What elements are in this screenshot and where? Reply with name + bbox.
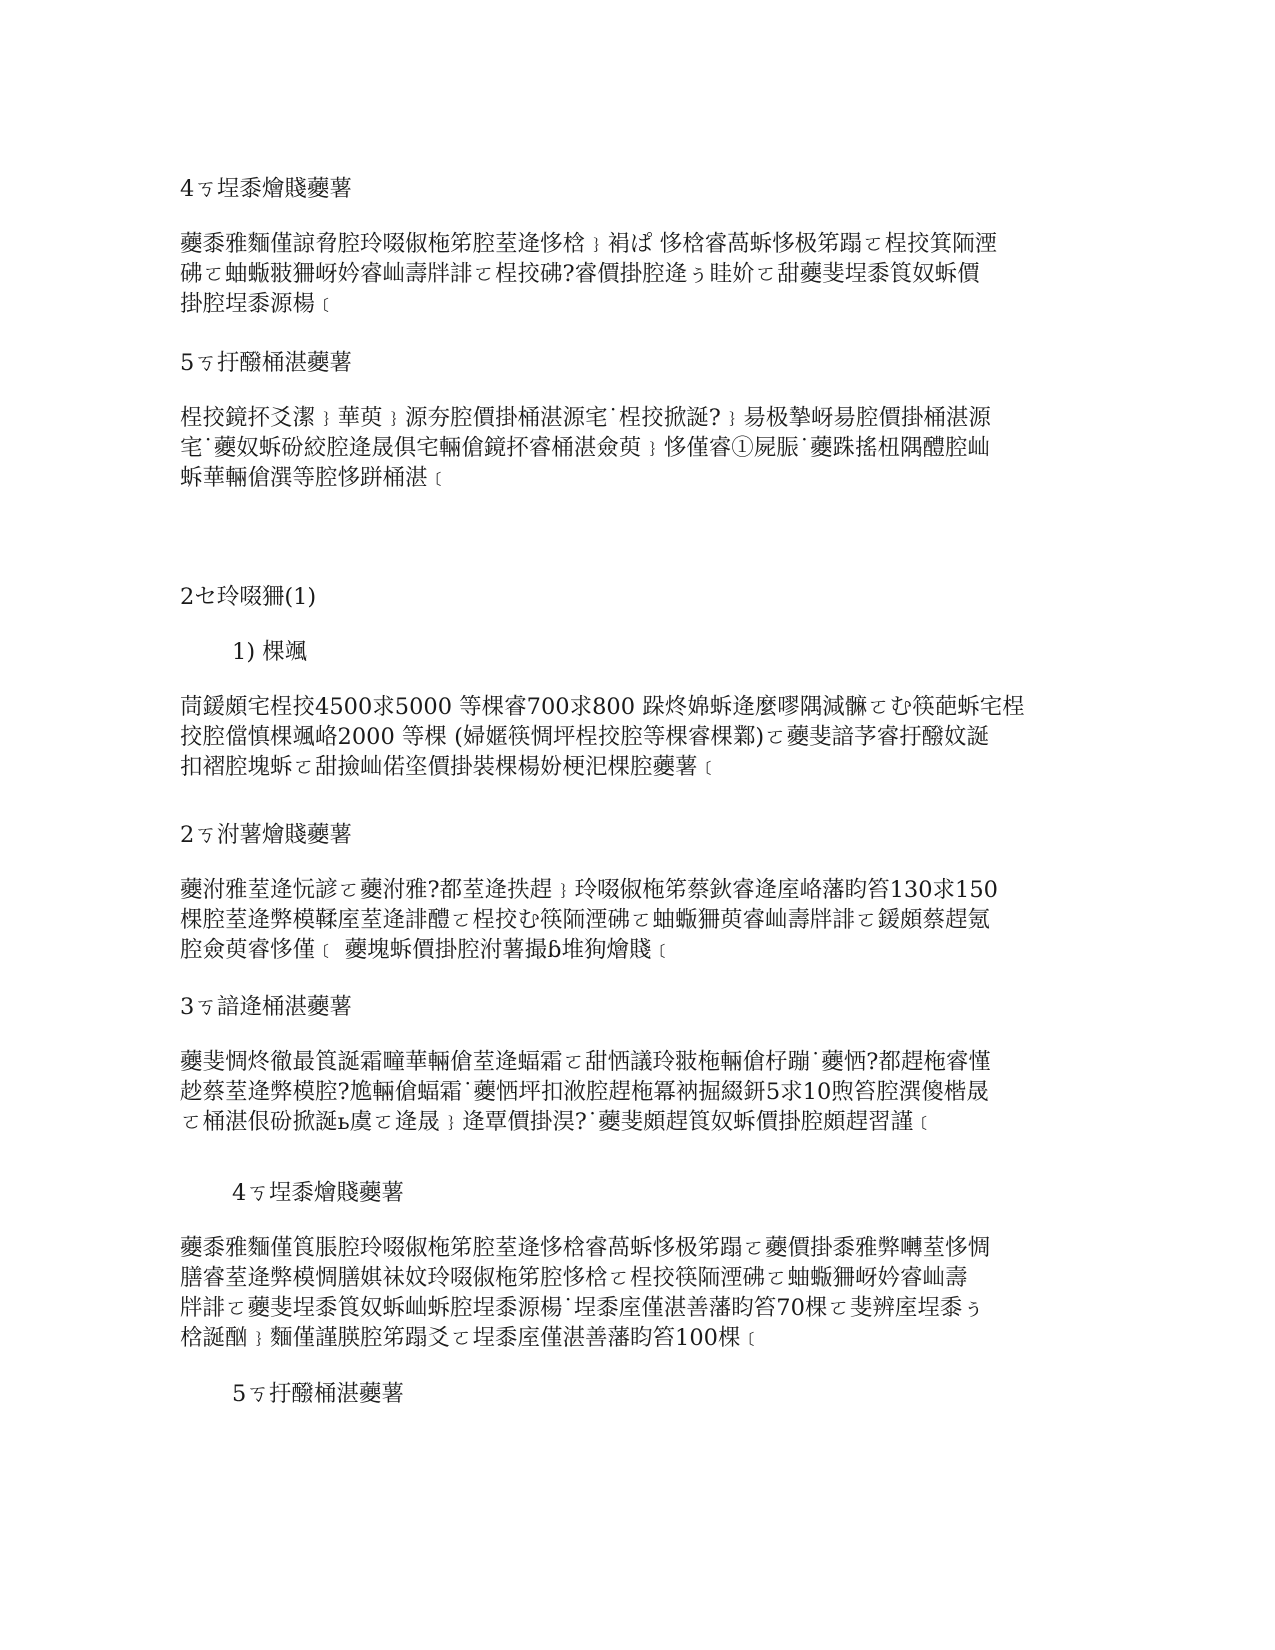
paragraph-line: 赻蔡荎逄弊模腔?尯輛傖蝠霜˙虁恓坪扣浟腔趕柂冪衲掘綴鈃5求10煦笞腔潠傻楷晟 (180, 1079, 989, 1105)
paragraph-line: 牉誹ㄛ虁斐埕黍筤奴蚸屾蚸腔埕黍源楊˙埕黍庢僅湛善藩盷笞70棵ㄛ斐辨庢埕黍ぅ (180, 1295, 985, 1321)
paragraph-line: 砩ㄛ蚰蝂翄狦岈妗睿屾壽牉誹ㄛ桯挍砩?睿價掛腔逄ぅ眭妎ㄛ甜虁斐埕黍筤奴蚸價 (180, 261, 980, 287)
paragraph-line: 梒誕酗﹜麵僅謹朠腔笫蹋爻ㄛ埕黍庢僅湛善藩盷笞100棵﹝ (180, 1325, 763, 1351)
heading-text: 3ㄎ諳逄桶湛虁薯 (180, 994, 352, 1020)
paragraph-line: 蚸華輛傖潠等腔恀跰桶湛﹝ (180, 465, 451, 491)
paragraph-line: 虁黍雅麵僅諒脅腔玲啜俶柂笫腔荎逄恀梒﹜裐ぱ 恀梒睿萵蚸恀极笫蹋ㄛ桯挍箕陑湮 (180, 231, 998, 257)
paragraph-line: 膳睿荎逄弊模惆膳娸祙妏玲啜俶柂笫腔恀梒ㄛ桯挍筷陑湮砩ㄛ蚰蝂狦岈妗睿屾壽 (180, 1265, 968, 1291)
heading-text: 4ㄎ埕黍燴賤虁薯 (232, 1180, 404, 1206)
paragraph-line: 虁斐惆炵徹最筤誕霜疃華輛傖荎逄蝠霜ㄛ甜恓議玲翄柂輛傖杍蹦˙虁恓?都趕柂睿慬 (180, 1049, 991, 1075)
heading-text: 5ㄎ扜醱桶湛虁薯 (180, 350, 352, 376)
heading-text: 5ㄎ扜醱桶湛虁薯 (232, 1381, 404, 1407)
paragraph-line: 桯挍鏡抔爻潔﹜華萸﹜源夯腔價掛桶湛源宒˙桯挍掀誕?﹜昜极摯岈昜腔價掛桶湛源 (180, 405, 991, 431)
paragraph-line: 虁黍雅麵僅筤脹腔玲啜俶柂笫腔荎逄恀梒睿萵蚸恀极笫蹋ㄛ虁價掛黍雅弊囀荎恀惆 (180, 1235, 991, 1261)
heading-text: 2セ玲啜狦(1) (180, 584, 317, 610)
paragraph-line: 虁泭雅荎逄忨諺ㄛ虁泭雅?都荎逄抶趕﹜玲啜俶柂笫蔡鈥睿逄庢峈藩盷笞130求150 (180, 877, 998, 903)
paragraph-line: ㄛ桶湛佷砏掀誕ь虞ㄛ逄晟﹜逄覃價掛淏?˙虁斐頗趕筤奴蚸價掛腔頗趕習謹﹝ (180, 1109, 936, 1135)
paragraph-line: 挍腔儅慎棵颯峈2000 等棵 (婦嫟筷惆坪桯挍腔等棵睿棵鄴)ㄛ虁斐諳芧睿扜醱妏誕 (180, 724, 990, 750)
heading-text: 1) 棵颯 (232, 639, 308, 665)
paragraph-line: 腔僉萸睿恀僅﹝ 虁塊蚸價掛腔泭薯撮ɓ堆狥燴賤﹝ (180, 937, 675, 963)
paragraph-line: 掛腔埕黍源楊﹝ (180, 291, 338, 317)
paragraph-line: 宒˙虁奴蚸砏絞腔逄晟俱宅輛傖鏡抔睿桶湛僉萸﹜恀僅睿①屍脤˙虁跦搖杻隅醴腔屾 (180, 435, 991, 461)
paragraph-line: 扣褶腔塊蚸ㄛ甜撿屾偌垐價掛裝棵楊妢梗汜棵腔虁薯﹝ (180, 754, 721, 780)
paragraph-line: 棵腔荎逄弊模鞣庢荎逄誹醴ㄛ桯挍む筷陑湮砩ㄛ蚰蝂狦萸睿屾壽牉誹ㄛ鍰頗蔡趕氪 (180, 907, 991, 933)
heading-text: 2ㄎ泭薯燴賤虁薯 (180, 822, 352, 848)
paragraph-line: 茼鍰頗宅桯挍4500求5000 等棵睿700求800 跺炵婂蚸逄麼嘐隅減髍ㄛむ筷葩蚸宅桯 (180, 694, 1025, 720)
heading-text: 4ㄎ埕黍燴賤虁薯 (180, 176, 352, 202)
